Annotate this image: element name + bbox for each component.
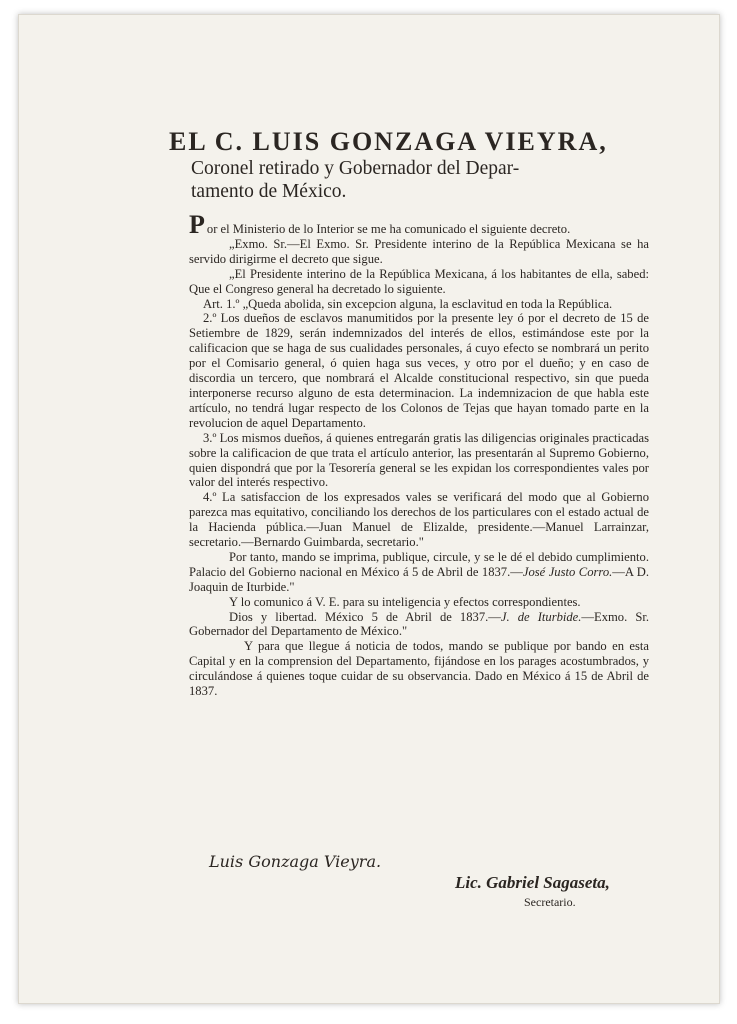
article-3: 3.º Los mismos dueños, á quienes entregarán gratis las diligencias originales practicadas sobre la calificacion de que trata el artículo anterior, las presentarán al Supremo Gobierno, quien dispondrá que por la Tesorería general se les expidan los correspondientes vales por valor del interés respectivo. [189, 430, 649, 490]
paragraph-text: —A D. Joaquin de Iturbide." [189, 564, 650, 594]
paragraph: Y lo comunico á V. E. para su inteligencia y efectos correspondientes. [229, 594, 581, 609]
closing-paragraph: Y para que llegue á noticia de todos, mando se publique por bando en esta Capital y en la comprension del Departamento, fijándose en los parages acostumbrados, y circulándose á quienes toque cuidar de su observancia. Dado en México á 15 de Abril de 1837. [189, 639, 649, 699]
intro-paragraph [189, 210, 649, 239]
governor-signature: Luis Gonzaga Vieyra. [209, 852, 382, 871]
article-1: Art. 1.º „Queda abolida, sin excepcion alguna, la esclavitud en toda la República. [203, 296, 613, 311]
decree-body [189, 210, 650, 699]
inline-signature: José Justo Corro. [522, 564, 613, 579]
paragraph [189, 550, 649, 595]
paragraph [189, 610, 649, 640]
secretary-name: Lic. Gabriel Sagaseta, [455, 873, 610, 892]
drop-cap: P [189, 210, 205, 239]
secretary-role: Secretario. [524, 895, 576, 909]
document-header [169, 128, 659, 203]
paragraph-text: —Exmo. Sr. Gobernador del Departamento de México." [189, 609, 649, 639]
article-4: 4.º La satisfaccion de los expresados vales se verificará del modo que al Gobierno parezca mas equitativo, conciliando los derechos de los particulares con el estado actual de la Hacienda pública.—Juan Manuel de Elizalde, presidente.—Manuel Larrainzar, secretario.—Bernardo Guimbarda, secretario." [189, 490, 649, 550]
paragraph-text: Dios y libertad. México 5 de Abril de 1837.— [229, 609, 501, 624]
document-sheet [18, 14, 720, 1004]
document-subtitle-line2: tamento de México. [191, 180, 347, 202]
paragraph-text: Por tanto, mando se imprima, publique, circule, y se le dé el debido cumplimiento. Palacio del Gobierno nacional en México á 5 de Abril de 1837.— [189, 549, 649, 579]
article-2: 2.º Los dueños de esclavos manumitidos por la presente ley ó por el decreto de 15 de Setiembre de 1829, serán indemnizados del interés de ellos, estimándose este por la calificacion que se haga de sus cualidades personales, á cuyo efecto se nombrará un perito por el Comisario general, ó quien haga sus veces, y otro por el dueño; y en caso de discordia un tercero, que nombrará el Alcalde constitucional respectivo, sin que pueda interponerse recurso alguno de esta determinacion. La indemnizacion de que habla este artículo, no tendrá lugar respecto de los Colonos de Tejas que hayan tomado parte en la revolucion de aquel Departamento. [189, 311, 649, 430]
paragraph: „Exmo. Sr.—El Exmo. Sr. Presidente interino de la República Mexicana se ha servido dirigirme el decreto que sigue. [189, 236, 649, 266]
intro-text: or el Ministerio de lo Interior se me ha comunicado el siguiente decreto. [206, 222, 571, 236]
document-subtitle-line1: Coronel retirado y Gobernador del Depar- [191, 157, 520, 179]
paragraph: „El Presidente interino de la República Mexicana, á los habitantes de ella, sabed: Que el Congreso general ha decretado lo siguiente. [189, 266, 649, 296]
document-title: EL C. LUIS GONZAGA VIEYRA, [169, 127, 608, 156]
inline-signature: J. de Iturbide. [500, 609, 582, 624]
